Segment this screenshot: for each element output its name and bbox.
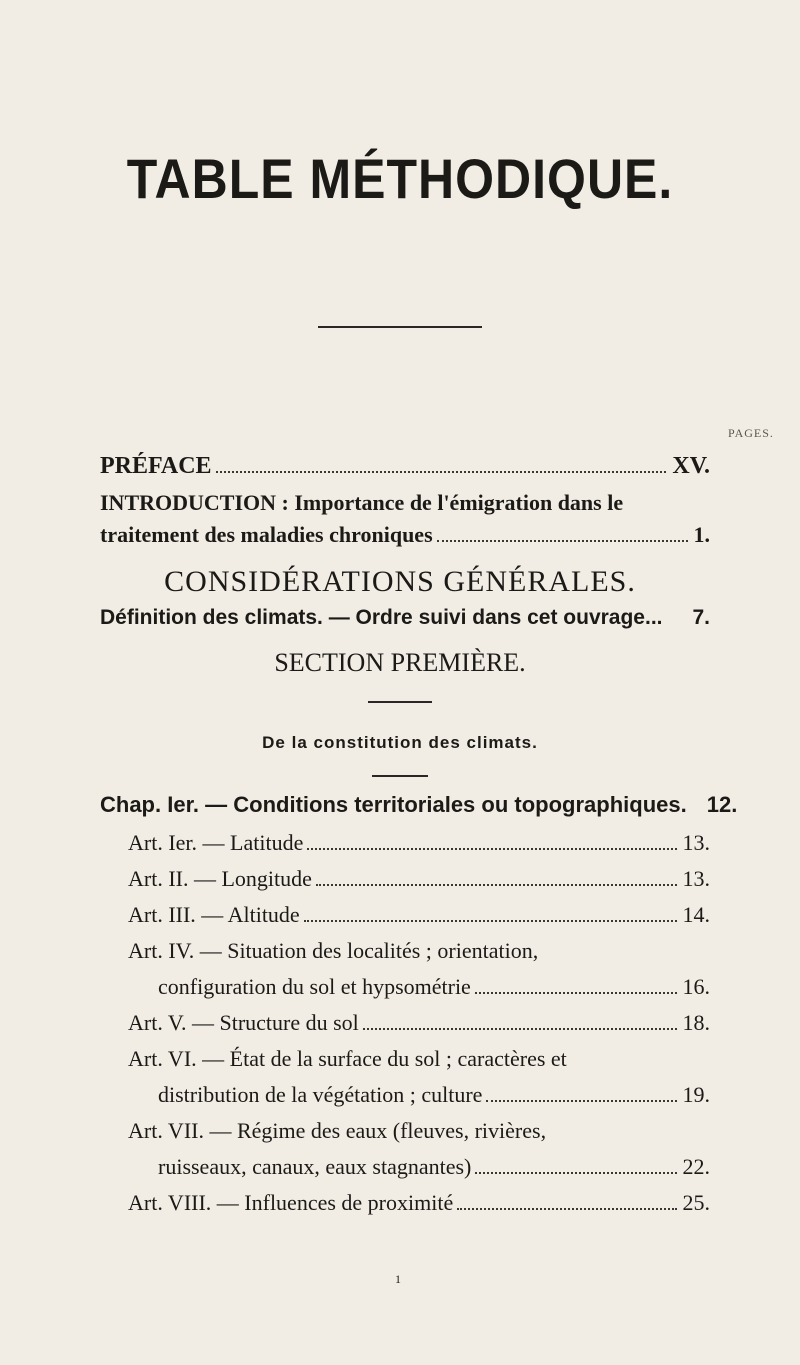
toc-entry-article-4[interactable]	[158, 974, 710, 1000]
entry-page: 22.	[682, 1154, 710, 1179]
intro-line-1: INTRODUCTION : Importance de l'émigration dans le	[100, 490, 624, 515]
toc-entry-definition[interactable]	[100, 606, 710, 630]
entry-page: 13.	[682, 866, 710, 891]
dot-leader	[307, 848, 676, 850]
article-4-line-1: Art. IV. — Situation des localités ; orientation,	[128, 938, 539, 963]
considerations-heading: CONSIDÉRATIONS GÉNÉRALES.	[164, 565, 636, 598]
entry-page: XV.	[672, 453, 710, 479]
toc-entry-article-6[interactable]	[158, 1082, 710, 1108]
toc-entry-introduction[interactable]	[100, 522, 710, 548]
entry-label: Art. II. — Longitude	[128, 866, 312, 891]
entry-page: 25.	[682, 1190, 710, 1215]
article-7-line-1: Art. VII. — Régime des eaux (fleuves, rivières,	[128, 1118, 547, 1143]
pages-column-header: PAGES.	[728, 426, 774, 440]
entry-label: ruisseaux, canaux, eaux stagnantes)	[158, 1154, 472, 1179]
entry-label: Chap. Ier. — Conditions territoriales ou topographiques.	[100, 792, 687, 817]
entry-page: 14.	[682, 902, 710, 927]
toc-entry-preface[interactable]	[100, 453, 710, 480]
dot-leader	[457, 1208, 676, 1210]
dot-leader	[486, 1100, 676, 1102]
entry-page: 12.	[706, 792, 738, 817]
entry-label: Art. III. — Altitude	[128, 902, 300, 927]
page-title: TABLE MÉTHODIQUE.	[126, 147, 674, 211]
entry-label: Art. V. — Structure du sol	[128, 1010, 359, 1035]
toc-entry-article-2[interactable]	[128, 866, 710, 892]
entry-label: PRÉFACE	[100, 453, 212, 479]
dot-leader	[437, 540, 688, 542]
toc-entry-article-7[interactable]	[158, 1154, 710, 1180]
entry-page: 7.	[692, 606, 710, 629]
toc-entry-article-5[interactable]	[128, 1010, 710, 1036]
article-6-line-1: Art. VI. — État de la surface du sol ; caractères et	[128, 1046, 567, 1071]
dot-leader	[304, 920, 677, 922]
dot-leader	[363, 1028, 677, 1030]
entry-label: traitement des maladies chroniques	[100, 522, 433, 547]
entry-label: configuration du sol et hypsométrie	[158, 974, 471, 999]
entry-page: 16.	[682, 974, 710, 999]
entry-label: Art. VIII. — Influences de proximité	[128, 1190, 454, 1215]
section-heading: SECTION PREMIÈRE.	[274, 648, 526, 677]
entry-page: 18.	[682, 1010, 710, 1035]
signature-mark: 1	[395, 1272, 401, 1286]
entry-page: 13.	[682, 830, 710, 855]
section-divider	[368, 701, 432, 703]
toc-entry-article-1[interactable]	[128, 830, 710, 856]
dot-leader	[475, 1172, 676, 1174]
entry-page: 19.	[682, 1082, 710, 1107]
subheading-divider	[372, 775, 428, 777]
section-subheading: De la constitution des climats.	[262, 733, 538, 752]
toc-entry-chapter[interactable]	[100, 792, 738, 818]
entry-label: Définition des climats. — Ordre suivi dans cet ouvrage...	[100, 606, 663, 629]
entry-page: 1.	[693, 522, 710, 547]
entry-label: distribution de la végétation ; culture	[158, 1082, 483, 1107]
entry-label: Art. Ier. — Latitude	[128, 830, 304, 855]
dot-leader	[216, 471, 667, 473]
dot-leader	[475, 992, 677, 994]
title-divider	[318, 326, 482, 328]
dot-leader	[316, 884, 677, 886]
toc-entry-article-3[interactable]	[128, 902, 710, 928]
toc-entry-article-8[interactable]	[128, 1190, 710, 1216]
